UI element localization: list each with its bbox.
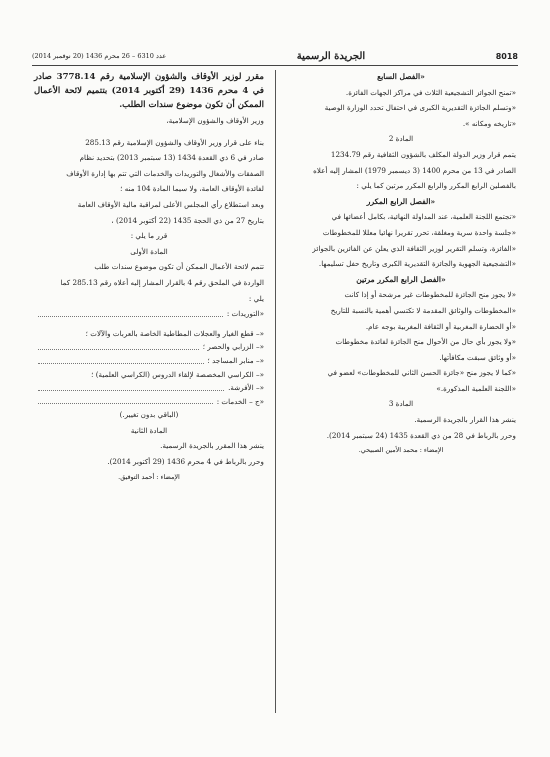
text-line: «تجتمع اللجنة العلمية، عند المداولة النهائية، بكامل أعضائها في xyxy=(331,212,516,222)
list-item: «– منابر المساجد ؛ xyxy=(34,354,264,368)
page-header xyxy=(32,47,518,66)
page-number: 8018 xyxy=(495,51,518,61)
text-line: «وتسلم الجائزة التقديرية الكبرى في احتفال تحدد الوزارة الوصية xyxy=(324,103,516,113)
text-line: ينشر هذا القرار بالجريدة الرسمية. xyxy=(414,415,516,425)
list-item: «– قطع الغيار والعجلات المطاطية الخاصة بالعربات والآلات ؛ xyxy=(85,328,264,338)
article1-label: المادة الأولى xyxy=(130,246,168,256)
text-line: وحرر بالرباط في 28 من ذي القعدة 1435 (24 سبتمبر 2014). xyxy=(326,430,516,440)
text-line: «تاريخه ومكانه ». xyxy=(462,118,516,128)
text-line: وزير الأوقاف والشؤون الإسلامية، xyxy=(166,116,264,125)
list-item: «التوريدات : xyxy=(34,307,264,321)
signature: الإمضاء : محمد الأمين الصبيحي. xyxy=(358,446,444,455)
list-item: «– الأفرشة. xyxy=(34,381,264,395)
list-item: «– الكراسي المخصصة لإلقاء الدروس (الكراسي العلمية) ؛ xyxy=(91,369,264,379)
chapter4bis-heading: «الفصل الرابع المكرر xyxy=(366,196,436,206)
text-line: تتمم لائحة الأعمال الممكن أن تكون موضوع سندات طلب xyxy=(94,262,264,272)
text-line: «الفائزة، وتسلم التقرير لوزير الثقافة الذي يعلن عن الفائزين بالجوائز xyxy=(312,243,516,253)
text-line: يتمم قرار وزير الدولة المكلف بالشؤون الثقافية رقم 1234.79 xyxy=(330,149,516,159)
chapter7-heading: «الفصل السابع xyxy=(377,72,425,81)
issue-info: عدد 6310 – 26 محرم 1436 (20 نوفمبر 2014) xyxy=(32,52,167,60)
text-line: لفائدة الأوقاف العامة، ولا سيما المادة 104 منه ؛ xyxy=(120,184,264,194)
column-divider xyxy=(275,70,276,713)
text-line: وبعد استطلاع رأي المجلس الأعلى لمراقبة مالية الأوقاف العامة xyxy=(77,199,264,209)
right-column xyxy=(286,70,516,717)
decree-title: مقرر لوزير الأوقاف والشؤون الإسلامية رقم 3778.14 صادر في 4 محرم 1436 (29 أكتوبر 2014) بتتميم لائحة الأعمال الممكن أن تكون موضوع سندات الطلب. xyxy=(34,72,265,110)
text-line: بناء على قرار وزير الأوقاف والشؤون الإسلامية رقم 285.13 xyxy=(85,137,264,147)
text-line: بالفصلين الرابع المكرر والرابع المكرر مرتين كما يلي : xyxy=(356,181,516,191)
list-item: «– الزرابي والحصر ؛ xyxy=(34,340,264,354)
text-line: الصادر في 13 من محرم 1400 (3 ديسمبر 1979) المشار إليه أعلاه xyxy=(313,165,516,175)
list-item: «ج – الخدمات : xyxy=(34,395,264,409)
date-line: وحرر بالرباط في 4 محرم 1436 (29 أكتوبر 2014). xyxy=(107,457,264,467)
text-line: «اللجنة العلمية المذكورة.» xyxy=(436,383,516,393)
journal-title: الجريدة الرسمية xyxy=(296,50,366,62)
article2-label-left: المادة الثانية xyxy=(130,425,168,435)
text-line: «جلسة واحدة سرية ومغلقة، تحرر تقريرا نهائيا معللا للمخطوطات xyxy=(322,227,516,237)
decides-line: قرر ما يلي : xyxy=(130,231,168,241)
text-line: «كما لا يجوز منح «جائزة الحسن الثاني للمخطوطات» لعضو في xyxy=(327,368,516,378)
text-line: بتاريخ 27 من ذي الحجة 1435 (22 أكتوبر 2014) ، xyxy=(111,215,264,225)
text-line: «تمنح الجوائز التشجيعية الثلاث في مراكز الجهات الفائزة. xyxy=(345,87,516,97)
text-line: «المخطوطات والوثائق المقدمة لا تكتسي أهمية بالنسبة للتاريخ xyxy=(330,305,516,315)
text-line: يلي : xyxy=(248,293,264,303)
text-line: «لا يجوز منح الجائزة للمخطوطات غير مرشحة أو إذا كانت xyxy=(344,290,516,300)
remainder-unchanged: (الباقي بدون تغيير.) xyxy=(119,410,179,420)
left-column xyxy=(34,70,264,717)
text-line: الصفقات والأشغال والتوريدات والخدمات التي تتم بها إدارة الأوقاف xyxy=(66,168,264,178)
text-line: ينشر هذا المقرر بالجريدة الرسمية. xyxy=(160,441,264,451)
article3-label: المادة 3 xyxy=(388,399,414,409)
text-line: الواردة في الملحق رقم 4 بالقرار المشار إليه أعلاه رقم 285.13 كما xyxy=(60,277,264,287)
text-line: «أو الحضارة المغربية أو الثقافة المغربية بوجه عام. xyxy=(365,321,516,331)
text-line: «التشجيعية الجهوية والجائزة التقديرية الكبرى وتاريخ حفل تسليمها. xyxy=(318,259,516,269)
text-line: صادر في 6 ذي القعدة 1434 (13 سبتمبر 2013) بتحديد نظام xyxy=(79,153,264,163)
text-line: «أو وثائق سبقت مكافأتها. xyxy=(439,352,516,362)
chapter4bis2-heading: «الفصل الرابع المكرر مرتين xyxy=(356,274,446,284)
signature: الإمضاء : أحمد التوفيق. xyxy=(118,472,180,481)
article2-label: المادة 2 xyxy=(388,134,414,144)
text-line: «ولا يجوز بأي حال من الأحوال منح الجائزة لفائدة مخطوطات xyxy=(335,337,516,347)
